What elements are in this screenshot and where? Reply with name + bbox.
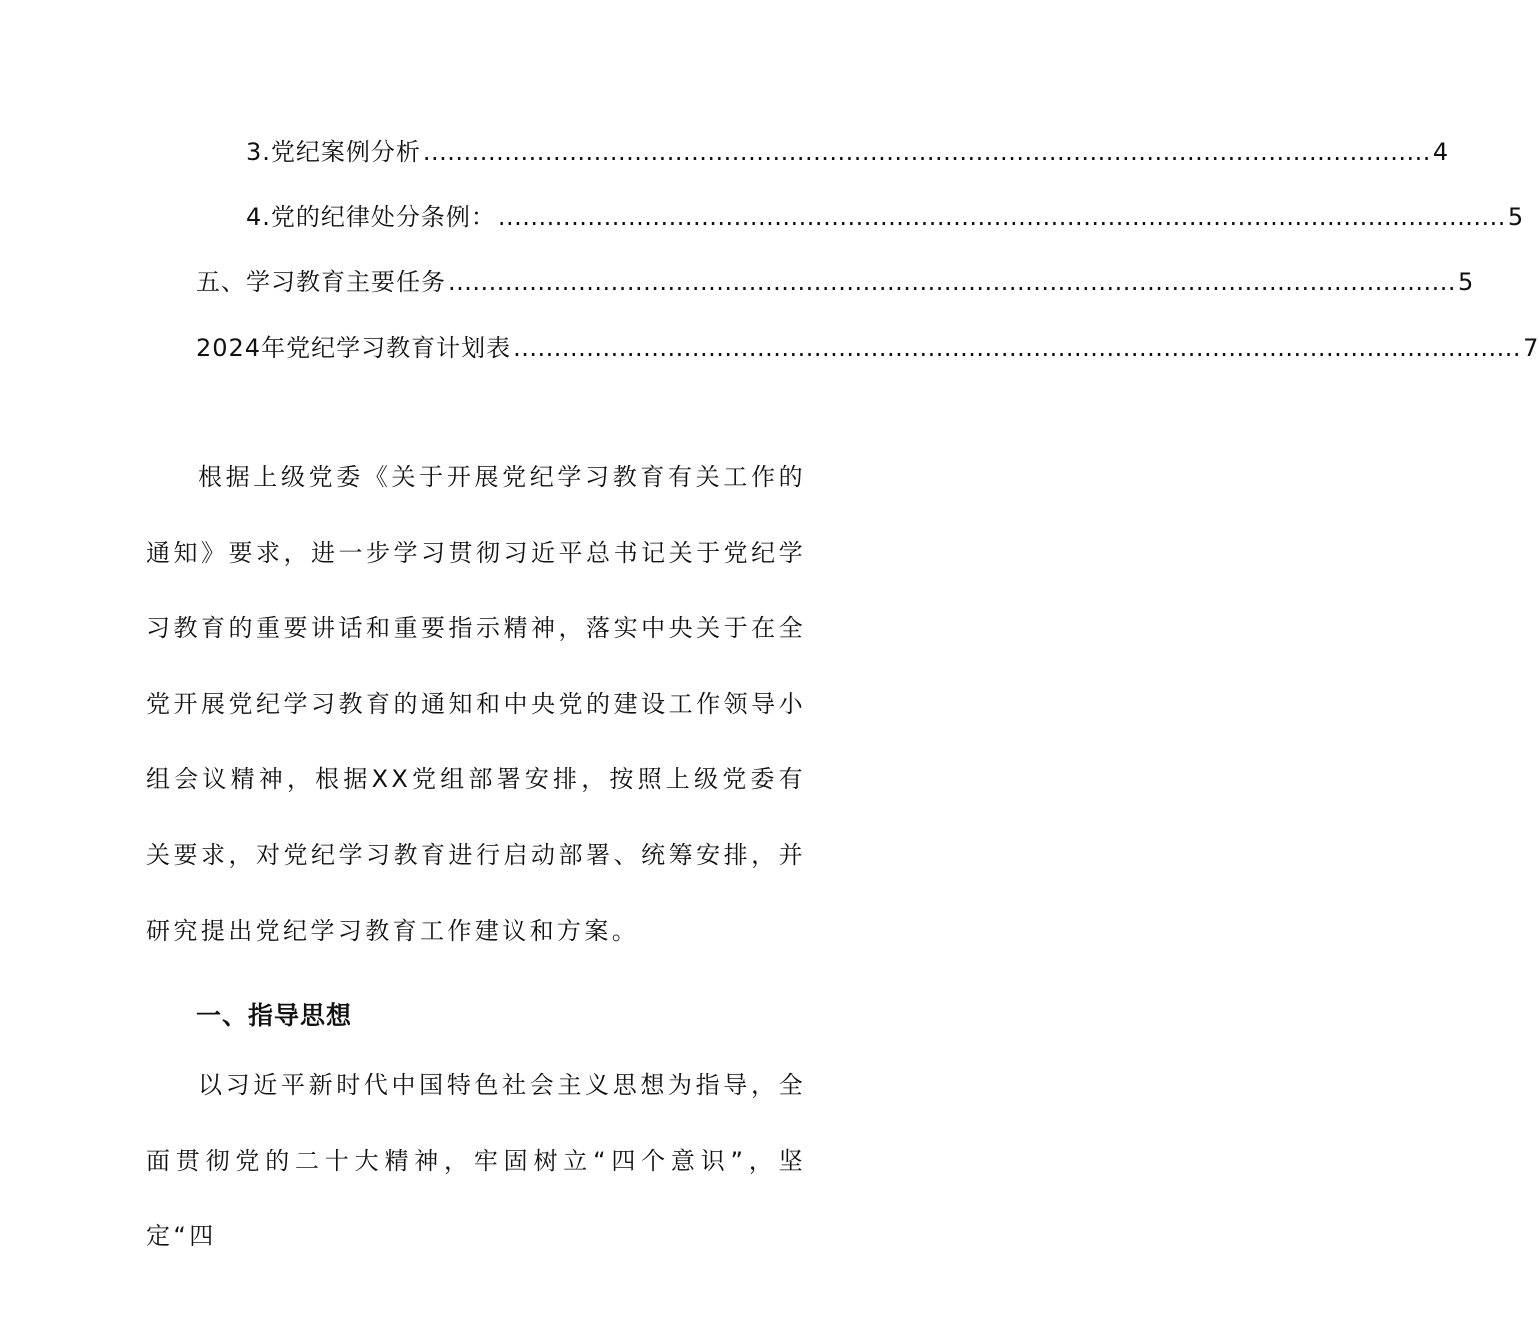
toc-page-number: 4 [1432,138,1450,166]
toc-entry[interactable] [0,136,1450,168]
toc-entry-label: 4.党的纪律处分条例： [246,203,496,231]
toc-dot-leader: ............................................................................................................................ [513,334,1522,362]
toc-page-number: 5 [1457,268,1475,296]
toc-entry-label: 2024年党纪学习教育计划表 [196,334,512,362]
toc-entry[interactable] [0,201,1525,233]
intro-paragraph: 根据上级党委《关于开展党纪学习教育有关工作的通知》要求，进一步学习贯彻习近平总书记关于党纪学习教育的重要讲话和重要指示精神，落实中央关于在全党开展党纪学习教育的通知和中央党的建设工作领导小组会议精神，根据XX党组部署安排，按照上级党委有关要求，对党纪学习教育进行启动部署、统筹安排，并研究提出党纪学习教育工作建议和方案。 [146,463,806,945]
toc-dot-leader: ............................................................................................................................ [448,268,1456,296]
toc-dot-leader: ............................................................................................................................ [422,138,1431,166]
toc-page-number: 5 [1507,203,1525,231]
guiding-thought-paragraph: 以习近平新时代中国特色社会主义思想为指导，全面贯彻党的二十大精神，牢固树立“四个意识”，坚定“四 [146,1071,806,1251]
toc-page-number: 7 [1523,334,1539,362]
toc-entry[interactable] [0,266,1475,298]
toc-dot-leader: ............................................................................................................................ [497,203,1506,231]
section-heading: 一、指导思想 [196,1001,353,1030]
toc-entry-label: 3.党纪案例分析 [246,138,421,166]
toc-entry-label: 五、学习教育主要任务 [196,268,446,296]
toc-entry[interactable] [0,332,1539,364]
